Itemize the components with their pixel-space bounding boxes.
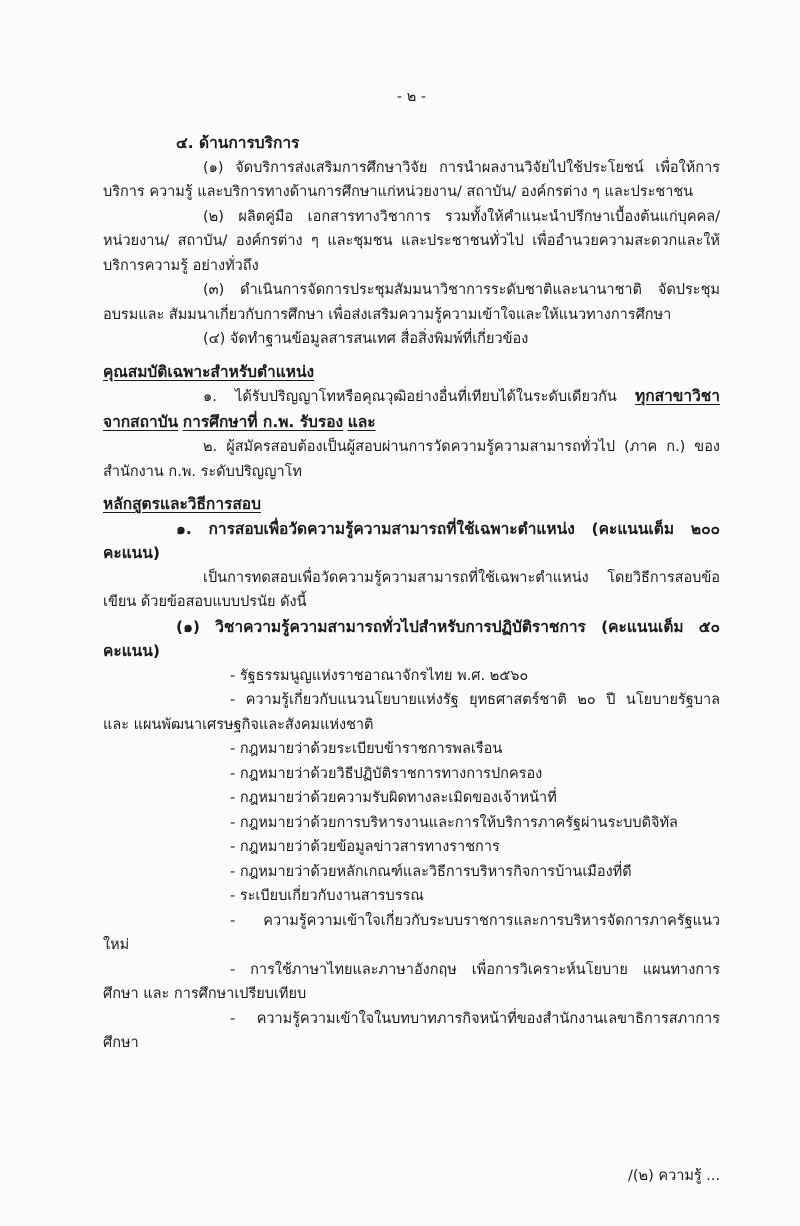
qualification-1-and: และ [347, 412, 376, 431]
section-heading-qualifications: คุณสมบัติเฉพาะสำหรับตำแหน่ง [103, 362, 315, 381]
topic-item-cont: การศึกษาเปรียบเทียบ [173, 986, 307, 1002]
subject-1-title: (๑) วิชาความรู้ความสามารถทั่วไปสำหรับการปฏิบัติราชการ (คะแนนเต็ม ๕๐ คะแนน) [103, 617, 720, 660]
exam-1-description-cont: ด้วยข้อสอบแบบปรนัย ดังนี้ [140, 594, 307, 610]
topic-item-cont: แผนพัฒนาเศรษฐกิจและสังคมแห่งชาติ [133, 716, 374, 733]
exam-1-description-text: เป็นการทดสอบเพื่อวัดความรู้ความสามารถที่ใช้เฉพาะตำแหน่ง โดยวิธีการสอบข้อเขียน [103, 569, 720, 610]
topic-item: - กฎหมายว่าด้วยระเบียบข้าราชการพลเรือน [230, 741, 503, 757]
topic-item-text: - ความรู้เกี่ยวกับแนวนโยบายแห่งรัฐ ยุทธศาสตร์ชาติ ๒๐ ปี นโยบายรัฐบาล และ [103, 692, 720, 733]
service-item-3 [103, 278, 720, 327]
service-item-2 [103, 205, 720, 279]
topic-item [103, 958, 720, 1007]
topic-item: - รัฐธรรมนูญแห่งราชอาณาจักรไทย พ.ศ. ๒๕๖๐ [230, 667, 529, 684]
qualification-2-cont: ระดับปริญญาโท [200, 463, 302, 480]
continuation-note: /(๒) ความรู้ ... [628, 1167, 721, 1184]
topic-item: - ความรู้ความเข้าใจเกี่ยวกับระบบราชการและการบริหารจัดการภาครัฐแนวใหม่ [103, 912, 720, 953]
service-item-1-text: (๑) จัดบริการส่งเสริมการศึกษาวิจัย การนำผลงานวิจัยไปใช้ประโยชน์ เพื่อให้การบริการ [103, 159, 720, 200]
service-item-4: (๔) จัดทำฐานข้อมูลสารสนเทศ สื่อสิ่งพิมพ์ที่เกี่ยวข้อง [203, 331, 529, 347]
service-item-2-text: (๒) ผลิตคู่มือ เอกสารทางวิชาการ รวมทั้งให้คำแนะนำปรึกษาเบื้องต้นแก่บุคคล/ หน่วยงาน/ [103, 208, 720, 249]
qualification-1 [103, 384, 720, 435]
topic-item [103, 688, 720, 737]
qualification-2-text: ๒. ผู้สมัครสอบต้องเป็นผู้สอบผ่านการวัดความรู้ความสามารถทั่วไป (ภาค ก.) ของสำนักงาน ก.พ. [103, 439, 720, 480]
qualification-1-accredited: การศึกษาที่ ก.พ. รับรอง [182, 412, 344, 431]
topic-item: - ระเบียบเกี่ยวกับงานสารบรรณ [230, 888, 424, 904]
qualification-2 [103, 435, 720, 484]
qualification-1-all-fields: ทุกสาขาวิชา [635, 387, 721, 405]
topic-item: - กฎหมายว่าด้วยความรับผิดทางละเมิดของเจ้าหน้าที่ [230, 790, 557, 806]
page-number: - ๒ - [396, 89, 427, 105]
topic-item: - กฎหมายว่าด้วยหลักเกณฑ์และวิธีการบริหารกิจการบ้านเมืองที่ดี [230, 863, 632, 880]
exam-1-description [103, 566, 720, 615]
service-item-1-cont: ความรู้ และบริการทางด้านการศึกษาแก่หน่วยงาน/ สถาบัน/ องค์กรต่าง ๆ และประชาชน [149, 184, 694, 200]
topic-item: - ความรู้ความเข้าใจในบทบาทภารกิจหน้าที่ของสำนักงานเลขาธิการสภาการศึกษา [103, 1010, 720, 1051]
topic-item: - กฎหมายว่าด้วยวิธีปฏิบัติราชการทางการปกครอง [230, 765, 543, 782]
exam-1-title: ๑. การสอบเพื่อวัดความรู้ความสามารถที่ใช้เฉพาะตำแหน่ง (คะแนนเต็ม ๒๐๐ คะแนน) [103, 519, 720, 562]
section-heading-curriculum: หลักสูตรและวิธีการสอบ [103, 495, 261, 513]
service-item-1 [103, 156, 720, 205]
topic-item: - กฎหมายว่าด้วยการบริหารงานและการให้บริการภาครัฐผ่านระบบดิจิทัล [230, 814, 678, 831]
topic-item-text: - การใช้ภาษาไทยและภาษาอังกฤษ เพื่อการวิเคราะห์นโยบาย แผนทางการศึกษา และ [103, 961, 720, 1002]
service-item-2-cont: สถาบัน/ องค์กรต่าง ๆ และชุมชน และประชาชนทั่วไป เพื่ออำนวยความสะดวกและให้บริการความรู้ [103, 233, 720, 274]
service-item-3-cont: สัมมนาเกี่ยวกับการศึกษา เพื่อส่งเสริมความรู้ความเข้าใจและให้แนวทางการศึกษา [168, 306, 672, 323]
service-item-2-cont2: อย่างทั่วถึง [192, 257, 259, 274]
qualification-1-text: ๑. ได้รับปริญญาโทหรือคุณวุฒิอย่างอื่นที่เทียบได้ในระดับเดียวกัน [203, 389, 617, 405]
section-heading-service: ๔. ด้านการบริการ [176, 134, 300, 152]
qualification-1-from-institution: จากสถาบัน [103, 412, 179, 431]
service-item-3-text: (๓) ดำเนินการจัดการประชุมสัมมนาวิชาการระดับชาติและนานาชาติ จัดประชุมอบรมและ [103, 282, 720, 323]
topic-item: - กฎหมายว่าด้วยข้อมูลข่าวสารทางราชการ [230, 839, 500, 855]
